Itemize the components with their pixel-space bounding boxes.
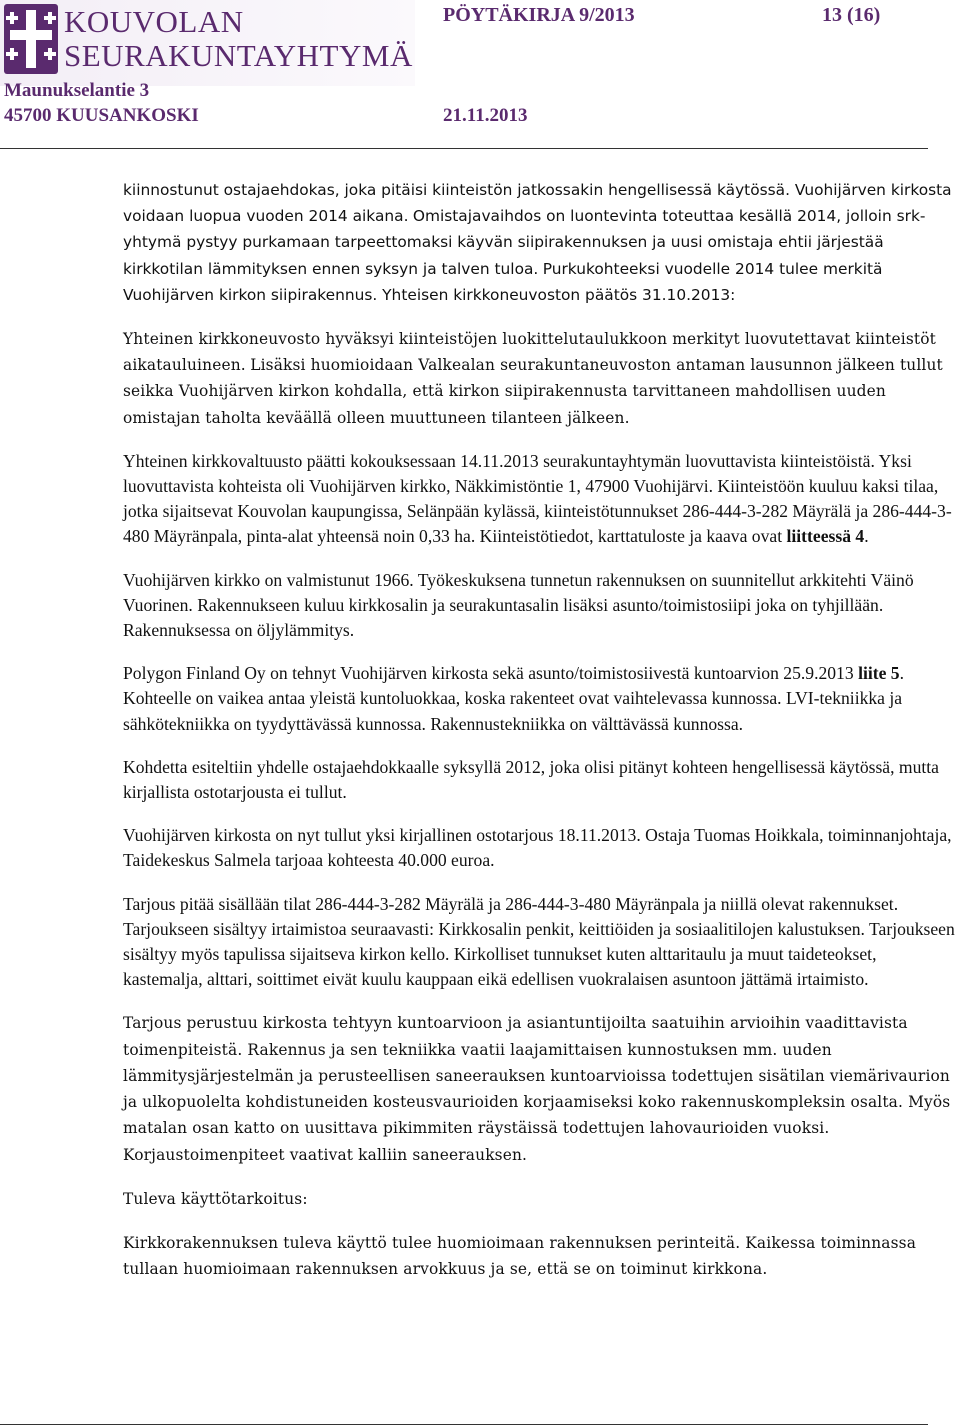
- paragraph: [123, 1186, 958, 1212]
- paragraph: [123, 892, 958, 993]
- paragraph-text: Lisäksi huomioidaan Valkealan seurakuntaneuvoston antaman lausunnon jälkeen tullut seikka Vuohijärven kirkon kohdalla, että kirkon siipirakennusta tarvittaneen mahdollisen uuden omistajan taholta keväällä olleen muuttuneen tilanteen jälkeen.: [123, 356, 943, 427]
- document-date: 21.11.2013: [443, 105, 528, 126]
- document-title: PÖYTÄKIRJA 9/2013: [443, 4, 635, 26]
- paragraph-text: Kohdetta esiteltiin yhdelle ostajaehdokkaalle syksyllä 2012, joka olisi pitänyt kohteen hengellisessä käytössä, mutta kirjallista ostotarjousta ei tullut.: [123, 756, 939, 803]
- header-divider: [0, 148, 928, 149]
- paragraph: [123, 177, 958, 308]
- address-city: 45700 KUUSANKOSKI: [4, 105, 199, 126]
- paragraph-text: Yhteinen kirkkovaltuusto päätti kokouksessaan 14.11.2013 seurakuntayhtymän luovuttavista kiinteistöistä. Yksi luovuttavista kohteista oli Vuohijärven kirkko, Näkkimistöntie 1, 47900 Vuohijärvi. Kiinteistöön kuuluu kaksi tilaa, jotka sijaitsevat Kouvolan kaupungissa, Selänpään kylässä, kiinteistötunnukset 286-444-3-282 Mäyrälä ja 286-444-3-480 Mäyränpala, pinta-alat yhteensä noin 0,33 ha. Kiinteistötiedot, karttatuloste ja kaava ovat: [123, 450, 952, 547]
- paragraph: [123, 326, 958, 431]
- page-header: [0, 0, 960, 140]
- org-name-line1: KOUVOLAN: [64, 4, 244, 39]
- paragraph: [123, 661, 958, 737]
- paragraph-text: Vuohijärven kirkko on valmistunut 1966. Työkeskuksena tunnetun rakennuksen on suunnitellut arkkitehti Väinö Vuorinen. Rakennukseen kuluu kirkkosalin ja seurakuntasalin lisäksi asunto/toimistosiipi joka on tyhjillään. Rakennuksessa on öljylämmitys.: [123, 569, 914, 641]
- paragraph-text: Omistajavaihdos on luontevinta toteuttaa kesällä 2014, jolloin srk-yhtymä pystyy purkamaan tarpeettomaksi käyvän siipirakennuksen ja uusi omistaja ehtii järjestää kirkkotilan lämmityksen ennen syksyn ja talven tuloa.: [123, 207, 926, 278]
- paragraph-text: .: [864, 526, 869, 547]
- attachment-reference: liitteessä 4: [786, 526, 865, 547]
- page-number: 13 (16): [822, 4, 881, 26]
- paragraph-text: kiinnostunut ostajaehdokas, joka pitäisi kiinteistön jatkossakin hengellisessä käytössä. Vuohijärven kirkosta voidaan luopua vuoden 2014 aikana.: [123, 181, 952, 226]
- paragraph: [123, 1230, 958, 1282]
- footer-divider: [0, 1424, 928, 1425]
- paragraph-text: Yhteinen kirkkoneuvosto hyväksyi kiinteistöjen luokittelutaulukkoon merkityt luovutettavat kiinteistöt aikatauluineen.: [123, 330, 936, 375]
- paragraph: [123, 568, 958, 644]
- address-street: Maunukselantie 3: [4, 80, 150, 101]
- organization-logo: [0, 0, 415, 86]
- paragraph: [123, 755, 958, 805]
- paragraph: [123, 449, 958, 550]
- paragraph-text: Kirkkorakennuksen tuleva käyttö tulee huomioimaan rakennuksen perinteitä. Kaikessa toiminnassa tullaan huomioimaan rakennuksen arvokkuus ja se, että se on toiminut kirkkona.: [123, 1233, 917, 1279]
- paragraph-text: Polygon Finland Oy on tehnyt Vuohijärven kirkosta sekä asunto/toimistosiivestä kuntoarvion 25.9.2013: [123, 663, 854, 684]
- paragraph-text: Tarjous perustuu kirkosta tehtyyn kuntoarvioon ja asiantuntijoilta saatuihin arvioihin vaadittavista toimenpiteistä. Rakennus ja sen tekniikka vaatii laajamittaisen kunnostuksen mm. uuden lämmitysjärjestelmän ja perusteellisen saneerauksen kuntoarvioissa todettujen sisätilan viemärivaurion ja ulkopuolelta kohdistuneiden kosteusvaurioiden korjaamiseksi koko rakennuskompleksin osalta. Myös matalan osan katto on uusittava pikimmiten räystäissä todettujen lahovaurioiden vuoksi. Korjaustoimenpiteet vaativat kalliin saneerauksen.: [123, 1014, 951, 1164]
- section-heading: Tuleva käyttötarkoitus:: [123, 1189, 308, 1208]
- paragraph-text: Vuohijärven kirkosta on nyt tullut yksi kirjallinen ostotarjous 18.11.2013. Ostaja Tuomas Hoikkala, toiminnanjohtaja, Taidekeskus Salmela tarjoaa kohteesta 40.000 euroa.: [123, 825, 952, 871]
- paragraph: [123, 1010, 958, 1167]
- paragraph-text: Purkukohteeksi vuodelle 2014 tulee merkitä Vuohijärven kirkon siipirakennus. Yhteisen kirkkoneuvoston päätös 31.10.2013:: [123, 259, 883, 304]
- paragraph-text: Tarjous pitää sisällään tilat 286-444-3-282 Mäyrälä ja 286-444-3-480 Mäyränpala ja niillä olevat rakennukset. Tarjoukseen sisältyy irtaimistoa seuraavasti: Kirkkosalin penkit, keittiöiden ja sosiaalitilojen kalustuksen. Tarjoukseen sisältyy myös tapulissa sijaitseva kirkon kello. Kirkolliset tunnukset kuten alttaritaulu ja muut taideteokset, kastemalja, alttari, soittimet eivät kuulu kauppaan eikä edellisen vuokralaisen asuntoon jättämä irtaimisto.: [123, 893, 955, 990]
- cross-logo-icon: [4, 4, 58, 74]
- org-name-line2: SEURAKUNTAYHTYMÄ: [64, 38, 413, 73]
- attachment-reference: liite 5: [858, 663, 900, 684]
- paragraph-text: . Kohteelle on vaikea antaa yleistä kuntoluokkaa, koska rakenteet ovat vaihtelevassa kunnossa. LVI-tekniikka ja sähkötekniikka on tyydyttävässä kunnossa. Rakennustekniikka on välttävässä kunnossa.: [123, 663, 904, 734]
- document-body: [123, 177, 958, 1282]
- paragraph: [123, 823, 958, 873]
